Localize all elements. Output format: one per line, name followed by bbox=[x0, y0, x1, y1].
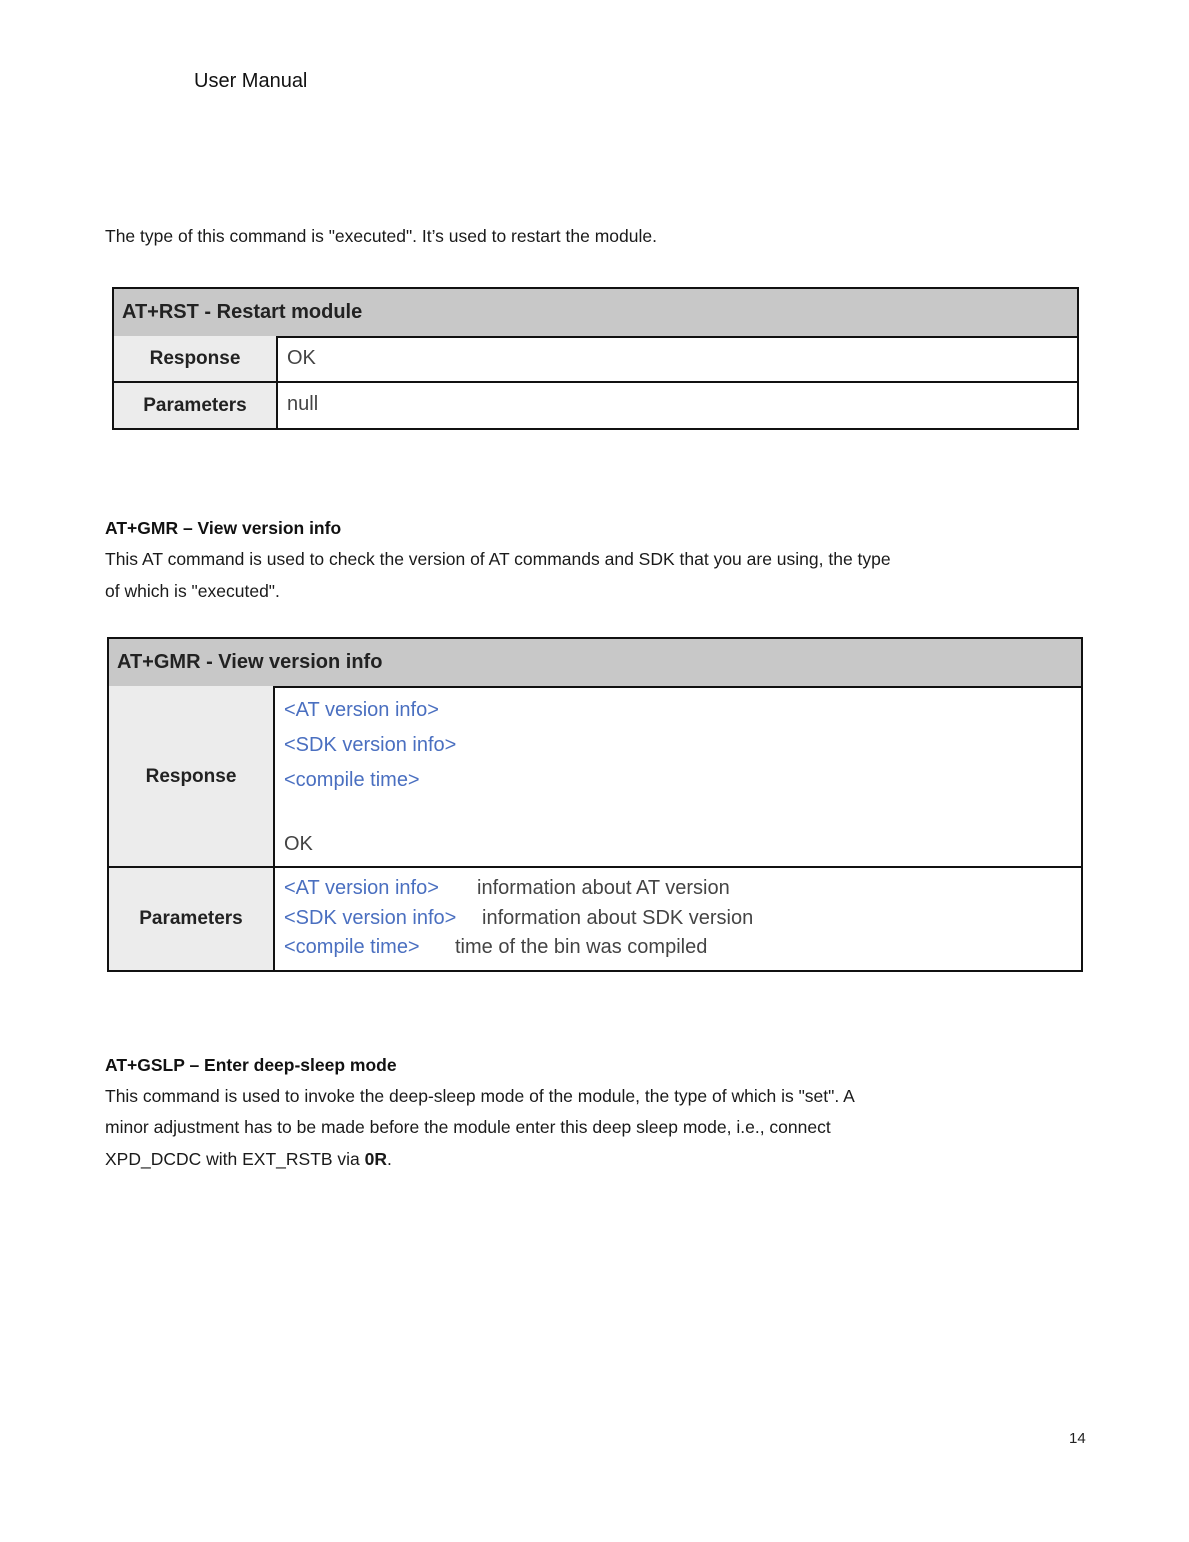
gslp-line3-period: . bbox=[387, 1149, 392, 1169]
rst-parameters-label: Parameters bbox=[114, 383, 278, 428]
document-header-title: User Manual bbox=[194, 70, 308, 92]
gmr-response-ok: OK bbox=[284, 833, 313, 855]
gslp-body-line-2: minor adjustment has to be made before the module enter this deep sleep mode, i.e., connect bbox=[105, 1117, 831, 1137]
rst-intro-text: The type of this command is "executed". It’s used to restart the module. bbox=[105, 226, 657, 246]
rst-table-caption: AT+RST - Restart module bbox=[114, 289, 1077, 338]
gmr-param-row bbox=[284, 933, 1081, 963]
gmr-section-heading: AT+GMR – View version info bbox=[105, 518, 342, 538]
rst-response-value: OK bbox=[287, 347, 316, 369]
rst-response-label: Response bbox=[114, 336, 278, 382]
gmr-param-row bbox=[284, 874, 1081, 904]
gmr-param-desc: information about AT version bbox=[477, 877, 730, 899]
gmr-param-desc: information about SDK version bbox=[482, 906, 754, 929]
gslp-body-line-3 bbox=[105, 1144, 392, 1176]
gslp-line3-resistor-value: 0R bbox=[364, 1149, 388, 1169]
gmr-body-line-2: of which is "executed". bbox=[105, 581, 280, 601]
gmr-command-table bbox=[107, 637, 1083, 972]
gslp-line3-text: XPD_DCDC with EXT_RSTB via bbox=[105, 1149, 365, 1169]
gmr-param-name: <SDK version info> bbox=[284, 906, 457, 929]
gmr-response-line-compile-time: <compile time> bbox=[284, 769, 420, 791]
rst-parameters-value: null bbox=[287, 393, 319, 415]
gmr-body-line-1: This AT command is used to check the version of AT commands and SDK that you are using, the type bbox=[105, 549, 891, 569]
gmr-param-name: <AT version info> bbox=[284, 877, 439, 899]
gmr-param-name: <compile time> bbox=[284, 936, 420, 958]
gmr-response-line-at-version: <AT version info> bbox=[284, 699, 439, 721]
gmr-param-desc: time of the bin was compiled bbox=[455, 936, 708, 958]
gmr-parameters-cell bbox=[275, 874, 1081, 963]
gslp-body-line-1: This command is used to invoke the deep-sleep mode of the module, the type of which is "set". A bbox=[105, 1086, 855, 1106]
gmr-parameters-label: Parameters bbox=[109, 868, 275, 970]
gslp-section-heading: AT+GSLP – Enter deep-sleep mode bbox=[105, 1055, 397, 1075]
gmr-response-label: Response bbox=[109, 686, 275, 867]
gmr-table-caption: AT+GMR - View version info bbox=[109, 639, 1081, 688]
gmr-response-line-sdk-version: <SDK version info> bbox=[284, 734, 457, 756]
gmr-param-row bbox=[284, 904, 1081, 934]
gmr-response-cell bbox=[275, 693, 1081, 862]
rst-command-table bbox=[112, 287, 1079, 430]
page-number: 14 bbox=[1069, 1430, 1086, 1447]
